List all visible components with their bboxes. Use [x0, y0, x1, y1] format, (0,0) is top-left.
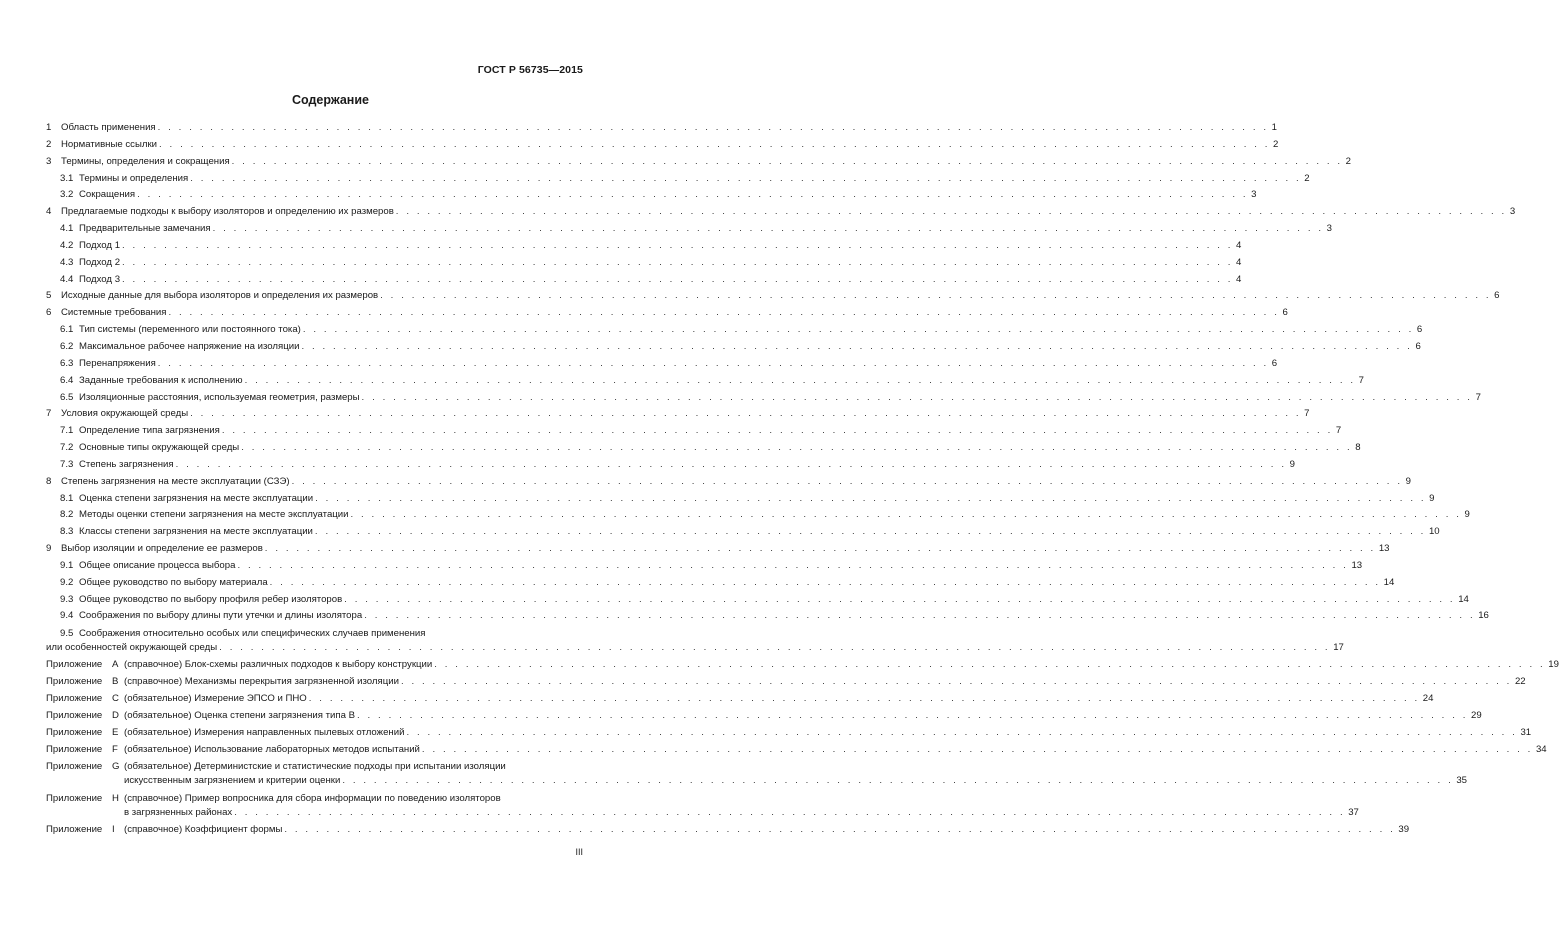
dot-leader: . . . . . . . . . . . . . . . . . . . . . . . . . . . . . . . . . . . . . . . . . . . . . . . . . . . . . . . . . . . . . . . . . . . . . . . . . . . . . . . . . . . . . . . . . . . . . . . . . . . . . . . . . . — [364, 610, 1476, 622]
toc-number: 8.2 — [60, 509, 74, 521]
toc-entry-3-1[interactable] — [46, 172, 1310, 190]
toc-text: Общее описание процесса выбора — [79, 559, 236, 571]
toc-text: Системные требования — [61, 307, 167, 319]
dot-leader: . . . . . . . . . . . . . . . . . . . . . . . . . . . . . . . . . . . . . . . . . . . . . . . . . . . . . . . . . . . . . . . . . . . . . . . . . . . . . . . . . . . . . . . . . . . . . . . . . . . . . . . . . . — [269, 576, 1381, 588]
dot-leader: . . . . . . . . . . . . . . . . . . . . . . . . . . . . . . . . . . . . . . . . . . . . . . . . . . . . . . . . . . . . . . . . . . . . . . . . . . . . . . . . . . . . . . . . . . . . . . . . . . . . . . . . . . — [168, 307, 1280, 319]
appendix-letter: D — [112, 709, 119, 721]
dot-leader: . . . . . . . . . . . . . . . . . . . . . . . . . . . . . . . . . . . . . . . . . . . . . . . . . . . . . . . . . . . . . . . . . . . . . . . . . . . . . . . . . . . . . . . . . . . . . . . . . . . . . . . . . . — [264, 543, 1376, 555]
appendix-entry-f[interactable] — [46, 743, 1547, 761]
toc-page: 4 — [1236, 239, 1242, 251]
dot-leader: . . . . . . . . . . . . . . . . . . . . . . . . . . . . . . . . . . . . . . . . . . . . . . . . . . . . . . . . . . . . . . . . . . . . . . . . . . . . . . . . . . . . . . . . . . . . . . . . . . . . . . . . . . — [219, 642, 1331, 654]
toc-page: 1 — [1271, 122, 1277, 133]
toc-number: 4.4 — [60, 273, 74, 285]
toc-text: Соображения по выбору длины пути утечки и длины изолятора — [79, 610, 363, 622]
dot-leader: . . . . . . . . . . . . . . . . . . . . . . . . . . . . . . . . . . . . . . . . . . . . . . . . . . . . . . . . . . . . . . . . . . . . . . . . . . . . . . . . . . . . . . . . . . . . . . . . . . . . . . . . . . — [342, 775, 1454, 787]
toc-entry-8[interactable] — [46, 475, 1411, 493]
toc-page: 2 — [1273, 138, 1279, 150]
toc-page: 9 — [1429, 492, 1435, 504]
toc-text: Выбор изоляции и определение ее размеров — [61, 543, 263, 555]
toc-text: Степень загрязнения на месте эксплуатации (СЗЭ) — [61, 475, 290, 487]
appendix-entry-e[interactable] — [46, 726, 1532, 744]
toc-number: 9 — [46, 543, 52, 555]
toc-text: Соображения относительно особых или специфических случаев применения — [79, 628, 426, 640]
appendix-text: (справочное) Блок-схемы различных подходов к выбору конструкции — [124, 659, 433, 671]
toc-page: 9 — [1405, 475, 1411, 487]
toc-page: 17 — [1333, 642, 1344, 654]
toc-page: 13 — [1351, 559, 1363, 571]
toc-number: 4.1 — [60, 223, 74, 235]
toc-text: Перенапряжения — [79, 357, 156, 369]
dot-leader: . . . . . . . . . . . . . . . . . . . . . . . . . . . . . . . . . . . . . . . . . . . . . . . . . . . . . . . . . . . . . . . . . . . . . . . . . . . . . . . . . . . . . . . . . . . . . . . . . . . . . . . . . . — [380, 290, 1492, 302]
toc-number: 6.4 — [60, 374, 74, 386]
toc-text: Исходные данные для выбора изоляторов и определения их размеров — [61, 290, 379, 302]
toc-page: 2 — [1304, 172, 1310, 184]
toc-text: Общее руководство по выбору материала — [79, 576, 268, 588]
toc-page: 13 — [1378, 543, 1390, 555]
toc-page: 37 — [1348, 807, 1359, 819]
toc-number: 1 — [46, 122, 52, 133]
toc-text: Подход 1 — [79, 239, 121, 251]
dot-leader: . . . . . . . . . . . . . . . . . . . . . . . . . . . . . . . . . . . . . . . . . . . . . . . . . . . . . . . . . . . . . . . . . . . . . . . . . . . . . . . . . . . . . . . . . . . . . . . . . . . . . . . . . . — [190, 408, 1302, 420]
appendix-entry-i[interactable] — [46, 824, 1410, 841]
appendix-text: (обязательное) Детерминистские и статистические подходы при испытании изоляции — [124, 761, 506, 773]
toc-page: 6 — [1416, 324, 1423, 336]
toc-page: 6 — [1415, 340, 1421, 352]
toc-entry-1[interactable] — [46, 122, 1277, 139]
toc-page: 24 — [1422, 693, 1434, 704]
toc-entry-4[interactable] — [46, 206, 1516, 223]
toc-page: 3 — [1251, 189, 1257, 201]
dot-leader: . . . . . . . . . . . . . . . . . . . . . . . . . . . . . . . . . . . . . . . . . . . . . . . . . . . . . . . . . . . . . . . . . . . . . . . . . . . . . . . . . . . . . . . . . . . . . . . . . . . . . . . . . . — [350, 509, 1462, 521]
toc-entry-8-1[interactable] — [46, 492, 1435, 510]
toc-page: 31 — [1520, 726, 1532, 738]
toc-entry-7[interactable] — [46, 408, 1310, 425]
toc-entry-8-2[interactable] — [46, 509, 1470, 526]
toc-page: 14 — [1458, 593, 1469, 605]
toc-page: 39 — [1398, 824, 1410, 836]
toc-number: 6.1 — [60, 324, 74, 336]
appendix-letter: I — [112, 824, 115, 836]
dot-leader: . . . . . . . . . . . . . . . . . . . . . . . . . . . . . . . . . . . . . . . . . . . . . . . . . . . . . . . . . . . . . . . . . . . . . . . . . . . . . . . . . . . . . . . . . . . . . . . . . . . . . . . . . . — [434, 659, 1546, 671]
appendix-text-continued: искусственным загрязнением и критерии оценки — [124, 775, 341, 787]
toc-number: 3.1 — [60, 172, 74, 184]
appendix-text: (обязательное) Использование лабораторных методов испытаний — [124, 743, 420, 755]
dot-leader: . . . . . . . . . . . . . . . . . . . . . . . . . . . . . . . . . . . . . . . . . . . . . . . . . . . . . . . . . . . . . . . . . . . . . . . . . . . . . . . . . . . . . . . . . . . . . . . . . . . . . . . . . . — [315, 492, 1427, 504]
dot-leader: . . . . . . . . . . . . . . . . . . . . . . . . . . . . . . . . . . . . . . . . . . . . . . . . . . . . . . . . . . . . . . . . . . . . . . . . . . . . . . . . . . . . . . . . . . . . . . . . . . . . . . . . . . — [361, 391, 1473, 403]
toc-number: 6.3 — [60, 357, 74, 369]
toc-number: 4 — [46, 206, 52, 218]
toc-entry-7-2[interactable] — [46, 442, 1361, 459]
toc-text: Условия окружающей среды — [61, 408, 189, 420]
appendix-letter: F — [112, 743, 118, 755]
toc-page: 35 — [1456, 775, 1468, 787]
toc-entry-6-2[interactable] — [46, 340, 1421, 358]
toc-text: Максимальное рабочее напряжение на изоляции — [79, 340, 300, 352]
appendix-letter: Н — [112, 793, 119, 805]
toc-text: Сокращения — [79, 189, 136, 201]
toc-page: 29 — [1471, 709, 1482, 721]
toc-number: 7.3 — [60, 458, 74, 470]
dot-leader: . . . . . . . . . . . . . . . . . . . . . . . . . . . . . . . . . . . . . . . . . . . . . . . . . . . . . . . . . . . . . . . . . . . . . . . . . . . . . . . . . . . . . . . . . . . . . . . . . . . . . . . . . . — [395, 206, 1507, 218]
dot-leader: . . . . . . . . . . . . . . . . . . . . . . . . . . . . . . . . . . . . . . . . . . . . . . . . . . . . . . . . . . . . . . . . . . . . . . . . . . . . . . . . . . . . . . . . . . . . . . . . . . . . . . . . . . — [244, 374, 1356, 386]
page-title: Содержание — [291, 93, 369, 107]
appendix-letter: А — [112, 659, 119, 671]
toc-entry-6-4[interactable] — [46, 374, 1364, 392]
toc-entry-7-3[interactable] — [46, 458, 1295, 476]
toc-text: Изоляционные расстояния, используемая геометрия, размеры — [79, 391, 360, 403]
appendix-label: Приложение — [46, 693, 103, 704]
appendix-label: Приложение — [46, 659, 103, 671]
page-number: III — [575, 847, 583, 857]
dot-leader: . . . . . . . . . . . . . . . . . . . . . . . . . . . . . . . . . . . . . . . . . . . . . . . . . . . . . . . . . . . . . . . . . . . . . . . . . . . . . . . . . . . . . . . . . . . . . . . . . . . . . . . . . . — [234, 807, 1346, 819]
toc-entry-4-2[interactable] — [46, 239, 1242, 257]
toc-page: 7 — [1475, 391, 1481, 403]
standard-code: ГОСТ Р 56735—2015 — [477, 64, 583, 76]
dot-leader: . . . . . . . . . . . . . . . . . . . . . . . . . . . . . . . . . . . . . . . . . . . . . . . . . . . . . . . . . . . . . . . . . . . . . . . . . . . . . . . . . . . . . . . . . . . . . . . . . . . . . . . . . . — [406, 726, 1518, 738]
toc-page: 7 — [1358, 374, 1364, 386]
toc-number: 5 — [46, 290, 52, 302]
appendix-letter: Е — [112, 726, 119, 738]
toc-page: 4 — [1236, 273, 1242, 285]
toc-number: 3 — [46, 155, 52, 167]
toc-page: 9 — [1464, 509, 1470, 521]
toc-entry-6-1[interactable] — [46, 324, 1423, 341]
appendix-label: Приложение — [46, 743, 103, 755]
toc-page: 8 — [1355, 442, 1361, 454]
appendix-label: Приложение — [46, 709, 103, 721]
toc-number: 8 — [46, 475, 52, 487]
appendix-letter: С — [112, 693, 119, 704]
toc-page: 7 — [1335, 425, 1342, 437]
appendix-entry-h[interactable] — [46, 792, 1359, 820]
dot-leader: . . . . . . . . . . . . . . . . . . . . . . . . . . . . . . . . . . . . . . . . . . . . . . . . . . . . . . . . . . . . . . . . . . . . . . . . . . . . . . . . . . . . . . . . . . . . . . . . . . . . . . . . . . — [400, 676, 1512, 688]
dot-leader: . . . . . . . . . . . . . . . . . . . . . . . . . . . . . . . . . . . . . . . . . . . . . . . . . . . . . . . . . . . . . . . . . . . . . . . . . . . . . . . . . . . . . . . . . . . . . . . . . . . . . . . . . . — [284, 824, 1396, 836]
toc-number: 9.1 — [60, 559, 74, 571]
toc-number: 9.2 — [60, 576, 74, 588]
appendix-entry-d[interactable] — [46, 709, 1482, 727]
toc-page: 14 — [1383, 576, 1395, 588]
toc-number: 6.5 — [60, 391, 74, 403]
toc-entry-6-5[interactable] — [46, 391, 1481, 409]
toc-text: Основные типы окружающей среды — [79, 442, 240, 454]
appendix-letter: В — [112, 676, 119, 688]
appendix-text-continued: в загрязненных районах — [124, 807, 233, 819]
toc-text: Классы степени загрязнения на месте эксплуатации — [79, 526, 313, 538]
toc-entry-4-4[interactable] — [46, 273, 1242, 291]
toc-text: Термины и определения — [79, 172, 189, 184]
appendix-label: Приложение — [46, 793, 103, 805]
toc-text-continued: или особенностей окружающей среды — [46, 642, 218, 654]
toc-page: 19 — [1548, 659, 1559, 671]
toc-entry-9-3[interactable] — [46, 593, 1469, 611]
toc-page: 3 — [1509, 206, 1516, 218]
dot-leader: . . . . . . . . . . . . . . . . . . . . . . . . . . . . . . . . . . . . . . . . . . . . . . . . . . . . . . . . . . . . . . . . . . . . . . . . . . . . . . . . . . . . . . . . . . . . . . . . . . . . . . . . . . — [237, 559, 1349, 571]
toc-page: 6 — [1282, 307, 1288, 319]
appendix-label: Приложение — [46, 761, 103, 773]
appendix-text: (обязательное) Измерения направленных пылевых отложений — [124, 726, 405, 738]
toc-number: 7 — [46, 408, 52, 420]
toc-entry-9-2[interactable] — [46, 576, 1395, 594]
toc-page: 34 — [1535, 743, 1547, 755]
toc-number: 7.1 — [60, 425, 74, 437]
dot-leader: . . . . . . . . . . . . . . . . . . . . . . . . . . . . . . . . . . . . . . . . . . . . . . . . . . . . . . . . . . . . . . . . . . . . . . . . . . . . . . . . . . . . . . . . . . . . . . . . . . . . . . . . . . — [190, 172, 1302, 184]
toc-entry-8-3[interactable] — [46, 526, 1440, 543]
toc-entry-2[interactable] — [46, 138, 1279, 156]
toc-number: 9.3 — [60, 593, 74, 605]
toc-text: Определение типа загрязнения — [79, 425, 220, 437]
dot-leader: . . . . . . . . . . . . . . . . . . . . . . . . . . . . . . . . . . . . . . . . . . . . . . . . . . . . . . . . . . . . . . . . . . . . . . . . . . . . . . . . . . . . . . . . . . . . . . . . . . . . . . . . . . — [175, 458, 1287, 470]
toc-text: Степень загрязнения — [79, 458, 174, 470]
dot-leader: . . . . . . . . . . . . . . . . . . . . . . . . . . . . . . . . . . . . . . . . . . . . . . . . . . . . . . . . . . . . . . . . . . . . . . . . . . . . . . . . . . . . . . . . . . . . . . . . . . . . . . . . . . — [137, 189, 1249, 201]
toc-number: 7.2 — [60, 442, 74, 454]
toc-text: Предварительные замечания — [79, 223, 211, 235]
toc-entry-9-4[interactable] — [46, 610, 1489, 627]
toc-entry-3[interactable] — [46, 155, 1351, 173]
toc-entry-7-1[interactable] — [46, 425, 1342, 442]
toc-page: 16 — [1478, 610, 1489, 622]
toc-page: 9 — [1289, 458, 1295, 470]
appendix-entry-c[interactable] — [46, 693, 1434, 710]
toc-entry-5[interactable] — [46, 290, 1500, 307]
toc-text: Нормативные ссылки — [61, 138, 158, 150]
appendix-text: (обязательное) Оценка степени загрязнения типа В — [124, 709, 355, 721]
toc-text: Оценка степени загрязнения на месте эксплуатации — [79, 492, 314, 504]
toc-text: Предлагаемые подходы к выбору изоляторов и определению их размеров — [61, 206, 394, 218]
toc-text: Заданные требования к исполнению — [79, 374, 243, 386]
dot-leader: . . . . . . . . . . . . . . . . . . . . . . . . . . . . . . . . . . . . . . . . . . . . . . . . . . . . . . . . . . . . . . . . . . . . . . . . . . . . . . . . . . . . . . . . . . . . . . . . . . . . . . . . . . — [308, 693, 1420, 704]
toc-entry-6[interactable] — [46, 307, 1288, 324]
toc-entry-3-2[interactable] — [46, 189, 1257, 206]
toc-entry-4-3[interactable] — [46, 256, 1242, 274]
dot-leader: . . . . . . . . . . . . . . . . . . . . . . . . . . . . . . . . . . . . . . . . . . . . . . . . . . . . . . . . . . . . . . . . . . . . . . . . . . . . . . . . . . . . . . . . . . . . . . . . . . . . . . . . . . — [122, 273, 1234, 285]
toc-entry-9[interactable] — [46, 543, 1390, 560]
dot-leader: . . . . . . . . . . . . . . . . . . . . . . . . . . . . . . . . . . . . . . . . . . . . . . . . . . . . . . . . . . . . . . . . . . . . . . . . . . . . . . . . . . . . . . . . . . . . . . . . . . . . . . . . . . — [421, 743, 1533, 755]
dot-leader: . . . . . . . . . . . . . . . . . . . . . . . . . . . . . . . . . . . . . . . . . . . . . . . . . . . . . . . . . . . . . . . . . . . . . . . . . . . . . . . . . . . . . . . . . . . . . . . . . . . . . . . . . . — [344, 593, 1456, 605]
toc-page: 2 — [1345, 155, 1351, 167]
toc-number: 2 — [46, 138, 52, 150]
toc-number: 9.4 — [60, 610, 74, 622]
appendix-label: Приложение — [46, 824, 103, 836]
toc-text: Методы оценки степени загрязнения на месте эксплуатации — [79, 509, 349, 521]
dot-leader: . . . . . . . . . . . . . . . . . . . . . . . . . . . . . . . . . . . . . . . . . . . . . . . . . . . . . . . . . . . . . . . . . . . . . . . . . . . . . . . . . . . . . . . . . . . . . . . . . . . . . . . . . . — [157, 357, 1269, 369]
dot-leader: . . . . . . . . . . . . . . . . . . . . . . . . . . . . . . . . . . . . . . . . . . . . . . . . . . . . . . . . . . . . . . . . . . . . . . . . . . . . . . . . . . . . . . . . . . . . . . . . . . . . . . . . . . — [159, 138, 1271, 150]
toc-number: 8.1 — [60, 492, 74, 504]
appendix-entry-g[interactable] — [46, 760, 1468, 788]
appendix-entry-a[interactable] — [46, 659, 1559, 676]
appendix-text: (справочное) Пример вопросника для сбора информации по поведению изоляторов — [124, 793, 501, 805]
dot-leader: . . . . . . . . . . . . . . . . . . . . . . . . . . . . . . . . . . . . . . . . . . . . . . . . . . . . . . . . . . . . . . . . . . . . . . . . . . . . . . . . . . . . . . . . . . . . . . . . . . . . . . . . . . — [122, 256, 1234, 268]
toc-entry-6-3[interactable] — [46, 357, 1278, 375]
toc-text: Область применения — [61, 122, 156, 133]
toc-text: Общее руководство по выбору профиля ребер изоляторов — [79, 593, 343, 605]
toc-number: 6 — [46, 307, 52, 319]
toc-page: 6 — [1494, 290, 1500, 302]
toc-entry-9-1[interactable] — [46, 559, 1363, 577]
dot-leader: . . . . . . . . . . . . . . . . . . . . . . . . . . . . . . . . . . . . . . . . . . . . . . . . . . . . . . . . . . . . . . . . . . . . . . . . . . . . . . . . . . . . . . . . . . . . . . . . . . . . . . . . . . — [302, 324, 1414, 336]
dot-leader: . . . . . . . . . . . . . . . . . . . . . . . . . . . . . . . . . . . . . . . . . . . . . . . . . . . . . . . . . . . . . . . . . . . . . . . . . . . . . . . . . . . . . . . . . . . . . . . . . . . . . . . . . . — [301, 340, 1413, 352]
toc-text: Подход 2 — [79, 256, 121, 268]
table-of-contents — [46, 122, 1559, 841]
toc-page: 4 — [1236, 256, 1242, 268]
toc-text: Тип системы (переменного или постоянного тока) — [79, 324, 301, 336]
appendix-label: Приложение — [46, 726, 103, 738]
toc-page: 6 — [1271, 357, 1278, 369]
dot-leader: . . . . . . . . . . . . . . . . . . . . . . . . . . . . . . . . . . . . . . . . . . . . . . . . . . . . . . . . . . . . . . . . . . . . . . . . . . . . . . . . . . . . . . . . . . . . . . . . . . . . . . . . . . — [314, 526, 1426, 538]
dot-leader: . . . . . . . . . . . . . . . . . . . . . . . . . . . . . . . . . . . . . . . . . . . . . . . . . . . . . . . . . . . . . . . . . . . . . . . . . . . . . . . . . . . . . . . . . . . . . . . . . . . . . . . . . . — [212, 223, 1324, 235]
toc-entry-9-5[interactable] — [46, 627, 1344, 655]
dot-leader: . . . . . . . . . . . . . . . . . . . . . . . . . . . . . . . . . . . . . . . . . . . . . . . . . . . . . . . . . . . . . . . . . . . . . . . . . . . . . . . . . . . . . . . . . . . . . . . . . . . . . . . . . . — [221, 425, 1333, 437]
dot-leader: . . . . . . . . . . . . . . . . . . . . . . . . . . . . . . . . . . . . . . . . . . . . . . . . . . . . . . . . . . . . . . . . . . . . . . . . . . . . . . . . . . . . . . . . . . . . . . . . . . . . . . . . . . — [291, 475, 1403, 487]
toc-number: 6.2 — [60, 340, 74, 352]
dot-leader: . . . . . . . . . . . . . . . . . . . . . . . . . . . . . . . . . . . . . . . . . . . . . . . . . . . . . . . . . . . . . . . . . . . . . . . . . . . . . . . . . . . . . . . . . . . . . . . . . . . . . . . . . . — [241, 442, 1353, 454]
toc-number: 9.5 — [60, 628, 74, 640]
appendix-text: (справочное) Механизмы перекрытия загрязненной изоляции — [124, 676, 399, 688]
toc-page: 7 — [1304, 408, 1310, 420]
toc-page: 3 — [1326, 223, 1332, 235]
appendix-text: (обязательное) Измерение ЭПСО и ПНО — [124, 693, 307, 704]
toc-number: 4.3 — [60, 256, 74, 268]
dot-leader: . . . . . . . . . . . . . . . . . . . . . . . . . . . . . . . . . . . . . . . . . . . . . . . . . . . . . . . . . . . . . . . . . . . . . . . . . . . . . . . . . . . . . . . . . . . . . . . . . . . . . . . . . . — [157, 122, 1269, 133]
toc-entry-4-1[interactable] — [46, 223, 1332, 240]
toc-number: 3.2 — [60, 189, 74, 201]
toc-text: Термины, определения и сокращения — [61, 155, 230, 167]
dot-leader: . . . . . . . . . . . . . . . . . . . . . . . . . . . . . . . . . . . . . . . . . . . . . . . . . . . . . . . . . . . . . . . . . . . . . . . . . . . . . . . . . . . . . . . . . . . . . . . . . . . . . . . . . . — [122, 239, 1234, 251]
toc-text: Подход 3 — [79, 273, 121, 285]
toc-number: 8.3 — [60, 526, 74, 538]
appendix-entry-b[interactable] — [46, 676, 1526, 693]
toc-number: 4.2 — [60, 239, 74, 251]
dot-leader: . . . . . . . . . . . . . . . . . . . . . . . . . . . . . . . . . . . . . . . . . . . . . . . . . . . . . . . . . . . . . . . . . . . . . . . . . . . . . . . . . . . . . . . . . . . . . . . . . . . . . . . . . . — [231, 155, 1343, 167]
appendix-label: Приложение — [46, 676, 103, 688]
appendix-text: (справочное) Коэффициент формы — [124, 824, 283, 836]
appendix-letter: G — [112, 761, 120, 773]
toc-page: 22 — [1514, 676, 1526, 688]
dot-leader: . . . . . . . . . . . . . . . . . . . . . . . . . . . . . . . . . . . . . . . . . . . . . . . . . . . . . . . . . . . . . . . . . . . . . . . . . . . . . . . . . . . . . . . . . . . . . . . . . . . . . . . . . . — [356, 709, 1468, 721]
toc-page: 10 — [1428, 526, 1440, 538]
